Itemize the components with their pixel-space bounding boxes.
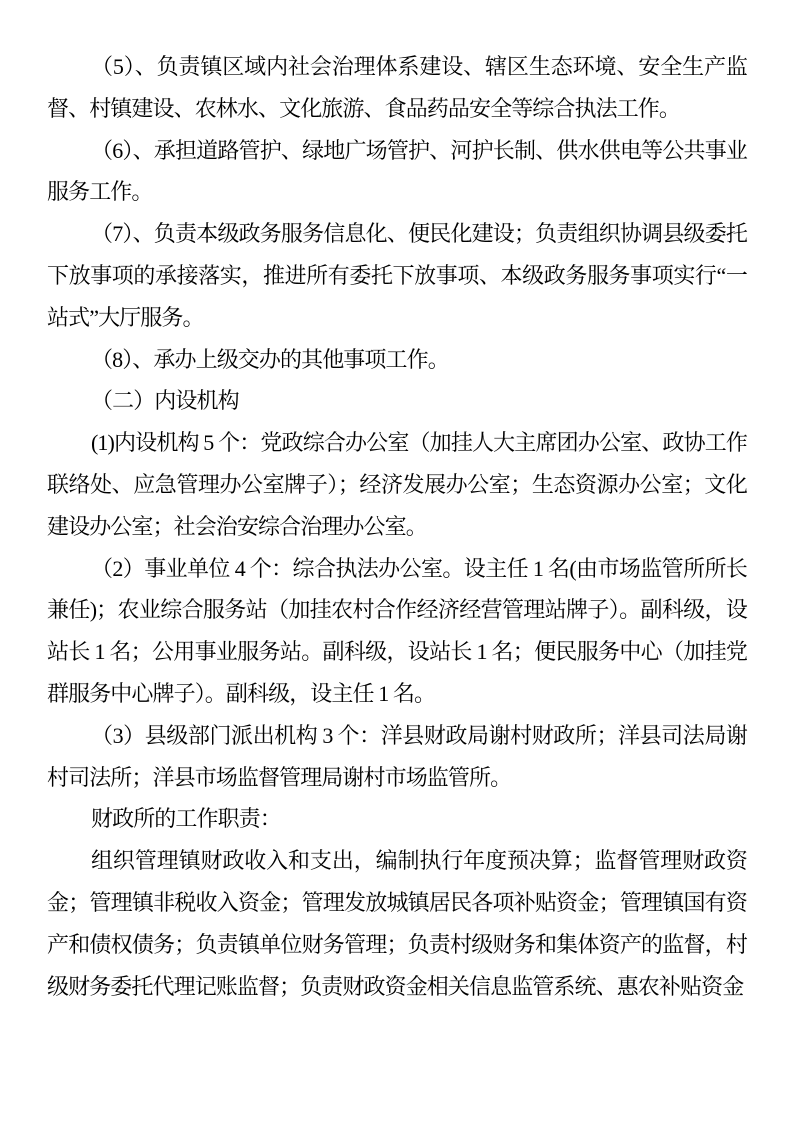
paragraph-item-5: （5）、负责镇区域内社会治理体系建设、辖区生态环境、安全生产监督、村镇建设、农林水、文化旅游、食品药品安全等综合执法工作。 xyxy=(47,54,747,121)
paragraph-public-institutions: （2）事业单位 4 个：综合执法办公室。设主任 1 名(由市场监管所所长兼任)；农业综合服务站（加挂农村合作经济经营管理站牌子）。副科级，设站长 1 名；公用事业服务站。副科级，设站长 1 名；便民服务中心（加挂党群服务中心牌子）。副科级，设主任 1 名。 xyxy=(47,555,747,706)
paragraph-item-7: （7）、负责本级政务服务信息化、便民化建设；负责组织协调县级委托下放事项的承接落实，推进所有委托下放事项、本级政务服务事项实行“一站式”大厅服务。 xyxy=(47,221,747,330)
paragraph-internal-organs: (1)内设机构 5 个：党政综合办公室（加挂人大主席团办公室、政协工作联络处、应急管理办公室牌子）；经济发展办公室；生态资源办公室；文化建设办公室；社会治安综合治理办公室。 xyxy=(47,430,747,539)
paragraph-item-8: （8）、承办上级交办的其他事项工作。 xyxy=(91,346,449,372)
heading-finance-office-duties: 财政所的工作职责： xyxy=(91,806,281,832)
document-text-block xyxy=(47,46,747,1007)
paragraph-finance-office-duties: 组织管理镇财政收入和支出，编制执行年度预决算；监督管理财政资金；管理镇非税收入资金；管理发放城镇居民各项补贴资金；管理镇国有资产和债权债务；负责镇单位财务管理；负责村级财务和集体资产的监督，村级财务委托代理记账监督；负责财政资金相关信息监管系统、惠农补贴资金 xyxy=(47,848,747,999)
paragraph-county-dispatched-organs: （3）县级部门派出机构 3 个：洋县财政局谢村财政所；洋县司法局谢村司法所；洋县市场监督管理局谢村市场监管所。 xyxy=(47,722,747,790)
section-heading-internal-organs: （二）内设机构 xyxy=(91,388,239,414)
paragraph-item-6: （6）、承担道路管护、绿地广场管护、河护长制、供水供电等公共事业服务工作。 xyxy=(47,137,747,205)
